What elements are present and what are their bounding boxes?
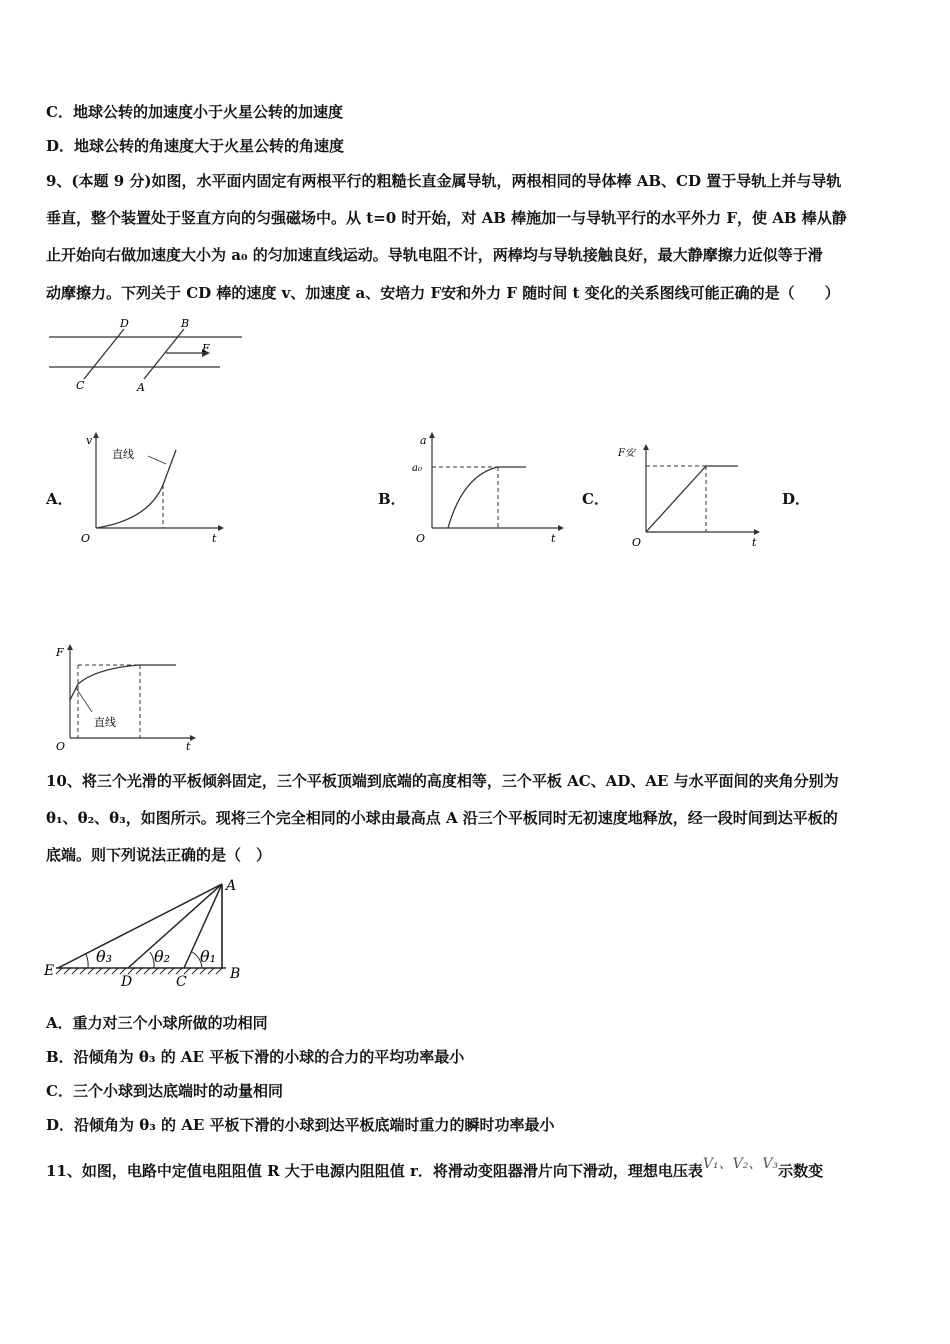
point-c: C (176, 974, 187, 990)
q11-voltmeters: V₁、V₂、V₃ (702, 1156, 779, 1172)
q9-rails-figure (44, 315, 244, 395)
label-c: C (76, 379, 85, 392)
q9-option-b-label: B． (378, 490, 406, 508)
q9-option-d-label: D． (782, 490, 811, 508)
q9-stem-line-4: 动摩擦力。下列关于 CD 棒的速度 v、加速度 a、安培力 F安和外力 F 随时间 t 变化的关系图线可能正确的是（ ） (46, 284, 840, 302)
point-b: B (230, 966, 241, 982)
q9-graph-c (616, 442, 766, 547)
q8-option-c: C．地球公转的加速度小于火星公转的加速度 (46, 103, 343, 121)
axis-v: v (86, 434, 93, 447)
origin: O (632, 536, 642, 547)
note-straight: 直线 (94, 716, 116, 729)
q10-stem-line-3: 底端。则下列说法正确的是（ ） (46, 846, 272, 864)
q10-inclines-figure (40, 874, 250, 992)
q9-graph-d (52, 642, 202, 754)
ampere-force-line (646, 466, 706, 532)
axis-t: t (752, 536, 757, 547)
origin: O (56, 740, 66, 753)
q10-option-c: C．三个小球到达底端时的动量相同 (46, 1082, 283, 1100)
axis-f: F (56, 646, 64, 659)
q9-stem-line-2: 垂直，整个装置处于竖直方向的匀强磁场中。从 t=0 时开始，对 AB 棒施加一与导轨平行的水平外力 F，使 AB 棒从静 (46, 209, 847, 227)
acceleration-curve (448, 467, 498, 528)
q9-stem-line-1: 9、(本题 9 分)如图，水平面内固定有两根平行的粗糙长直金属导轨，两根相同的导体棒 AB、CD 置于导轨上并与导轨 (46, 172, 842, 190)
q9-graph-a (78, 430, 226, 545)
note-straight: 直线 (112, 448, 134, 461)
q11-stem-end: 示数变 (778, 1162, 824, 1180)
angle-theta2: θ₂ (154, 947, 171, 966)
label-b: B (181, 317, 190, 330)
point-a: A (226, 878, 237, 894)
level-a0: a₀ (412, 463, 422, 474)
q10-stem-line-2: θ₁、θ₂、θ₃，如图所示。现将三个完全相同的小球由最高点 A 沿三个平板同时无初速度地释放，经一段时间到达平板的 (46, 809, 838, 827)
angle-theta3: θ₃ (96, 947, 113, 966)
axis-t: t (551, 532, 556, 545)
q9-option-c-label: C． (582, 490, 609, 508)
label-a: A (137, 381, 145, 394)
q11-stem-text: 11、如图，电路中定值电阻阻值 R 大于电源内阻阻值 r．将滑动变阻器滑片向下滑动，理想电压表 (46, 1162, 703, 1180)
plane-ae (58, 884, 222, 968)
point-e: E (44, 963, 55, 979)
origin: O (81, 532, 91, 545)
q9-option-a-label: A． (46, 490, 73, 508)
point-d: D (121, 974, 133, 990)
axis-t: t (212, 532, 217, 545)
q10-option-a: A．重力对三个小球所做的功相同 (46, 1014, 268, 1032)
q11-stem-line-1 (46, 1156, 824, 1182)
axis-t: t (186, 740, 191, 753)
q10-stem-line-1: 10、将三个光滑的平板倾斜固定，三个平板顶端到底端的高度相等，三个平板 AC、AD、AE 与水平面间的夹角分别为 (46, 772, 839, 790)
q9-graph-b (408, 430, 568, 545)
q8-option-d: D．地球公转的角速度大于火星公转的角速度 (46, 137, 345, 155)
axis-a: a (420, 434, 427, 447)
q10-option-b: B．沿倾角为 θ₃ 的 AE 平板下滑的小球的合力的平均功率最小 (46, 1048, 465, 1066)
velocity-curve (96, 450, 176, 528)
q10-option-d: D．沿倾角为 θ₃ 的 AE 平板下滑的小球到达平板底端时重力的瞬时功率最小 (46, 1116, 555, 1134)
q9-stem-line-3: 止开始向右做加速度大小为 a₀ 的匀加速直线运动。导轨电阻不计，两棒均与导轨接触良好，最大静摩擦力近似等于滑 (46, 246, 823, 264)
origin: O (416, 532, 426, 545)
axis-f-an: F安 (618, 448, 635, 459)
label-f: F (202, 342, 210, 355)
angle-theta1: θ₁ (200, 947, 217, 966)
label-d: D (120, 317, 129, 330)
